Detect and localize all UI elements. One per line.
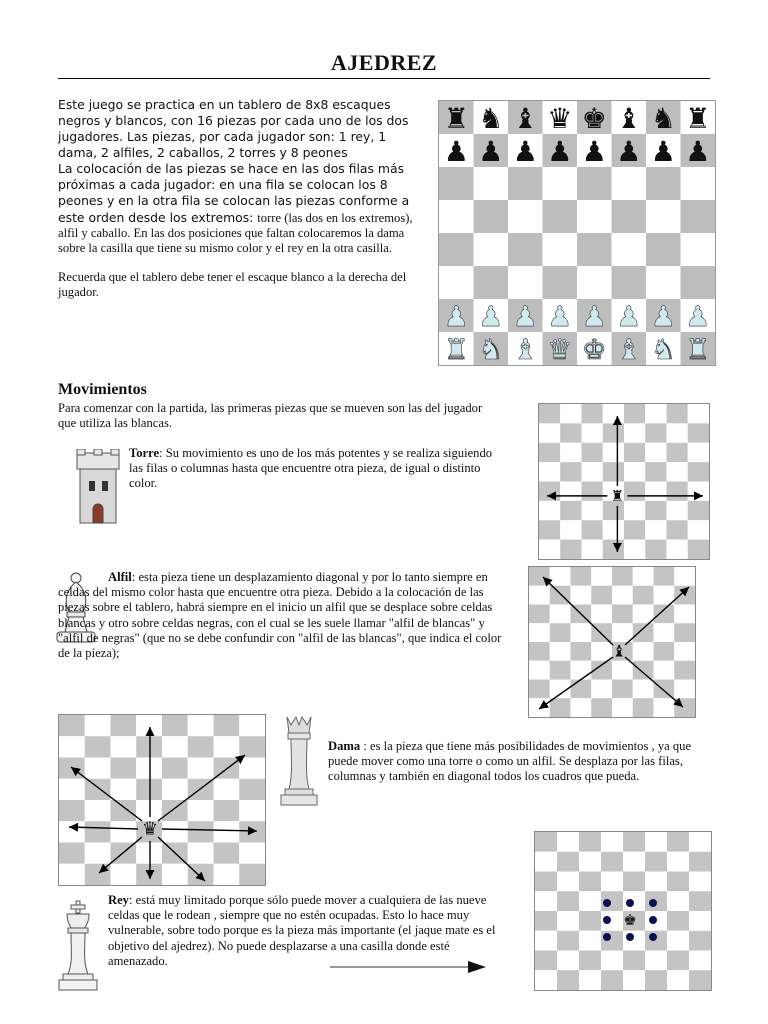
black-pawn-piece: ♟ (478, 135, 504, 168)
queen-piece: ♛ (141, 818, 159, 840)
white-pawn-piece: ♟ (512, 300, 538, 333)
black-rook-piece: ♜ (685, 102, 711, 135)
queen-moves-board (58, 714, 266, 886)
white-rook-piece: ♜ (685, 333, 711, 365)
king-move-dot (649, 933, 657, 941)
black-pawn-piece: ♟ (650, 135, 676, 168)
page-title: AJEDREZ (330, 50, 438, 75)
torre-name: Torre (129, 446, 160, 460)
white-pawn-piece: ♟ (547, 300, 573, 333)
dama-description: Dama : es la pieza que tiene más posibilidades de movimientos , ya que puede mover como una torre o como un alfil. Se desplaza por las filas, columnas y también en diagonal todos los cuadros que pueda. (328, 739, 692, 784)
black-pawn-piece: ♟ (581, 135, 607, 168)
white-bishop-piece: ♝ (616, 333, 642, 365)
dama-name: Dama (328, 739, 361, 753)
title-underline (58, 78, 710, 79)
black-bishop-piece: ♝ (616, 102, 642, 135)
black-king-piece: ♚ (581, 102, 607, 135)
intro-para-3: Recuerda que el tablero debe tener el escaque blanco a la derecha del jugador. (58, 270, 407, 300)
black-queen-piece: ♛ (547, 102, 573, 135)
white-rook-piece: ♜ (443, 333, 469, 365)
white-pawn-piece: ♟ (650, 300, 676, 333)
king-move-dot (626, 899, 634, 907)
king-move-dot (603, 916, 611, 924)
rey-description: Rey: está muy limitado porque sólo puede mover a cualquiera de las nueve celdas que le rodean , siempre que no estén ocupadas. Esto lo hace muy vulnerable, sobre todo porque es la pieza más importante (el jaque mate es el objetivo del ajedrez). No puede desplazarse a una casilla donde esté amenazado. (108, 893, 496, 968)
right-arrow-icon (328, 960, 488, 979)
intro-para-2 (58, 161, 428, 256)
king-move-dot (603, 899, 611, 907)
alfil-description: Alfil: esta pieza tiene un desplazamiento diagonal y por lo tanto siempre en celdas del mismo color hasta que encuentre otra pieza. Debido a la colocación de las piezas sobre el tablero, habrá siempre en el inicio un alfil que se desplace sobre celdas blancas y otro sobre celdas negras, con el cual se les suele llamar "alfil de blancas" y "alfil de negras" (que no se debe confundir con "alfil de las blancas", que indica el color de la pieza); (58, 570, 502, 661)
intro-para-2-serif: torre (las dos en los extremos), alfil y caballo. En las dos posiciones que faltan colocaremos la dama sobre la casilla que tiene su mismo color y el rey en la otra casilla. (58, 210, 413, 256)
king-move-dot (603, 933, 611, 941)
king-move-dot (626, 933, 634, 941)
section-heading-movimientos: Movimientos (58, 381, 147, 398)
king-moves-board (534, 831, 712, 991)
white-bishop-piece: ♝ (512, 333, 538, 365)
king-move-dot (649, 899, 657, 907)
black-pawn-piece: ♟ (512, 135, 538, 168)
white-queen-piece: ♛ (547, 333, 573, 365)
white-pawn-piece: ♟ (616, 300, 642, 333)
torre-description: Torre: Su movimiento es uno de los más potentes y se realiza siguiendo las filas o columnas hasta que encuentre otra pieza, de igual o distinto color. (129, 446, 493, 491)
king-piece-icon (55, 900, 101, 997)
black-bishop-piece: ♝ (512, 102, 538, 135)
white-pawn-piece: ♟ (478, 300, 504, 333)
black-pawn-piece: ♟ (685, 135, 711, 168)
bishop-piece: ♝ (611, 641, 627, 661)
alfil-name: Alfil (108, 570, 132, 584)
king-piece: ♚ (623, 911, 637, 929)
movimientos-intro: Para comenzar con la partida, las primeras piezas que se mueven son las del jugador que utiliza las blancas. (58, 401, 483, 431)
black-rook-piece: ♜ (443, 102, 469, 135)
queen-piece-icon (277, 715, 321, 814)
white-pawn-piece: ♟ (443, 300, 469, 333)
black-pawn-piece: ♟ (616, 135, 642, 168)
white-knight-piece: ♞ (650, 333, 676, 365)
black-pawn-piece: ♟ (443, 135, 469, 168)
white-pawn-piece: ♟ (581, 300, 607, 333)
rook-piece: ♜ (610, 486, 625, 505)
white-king-piece: ♚ (581, 333, 607, 365)
white-pawn-piece: ♟ (685, 300, 711, 333)
rey-name: Rey (108, 893, 129, 907)
black-pawn-piece: ♟ (547, 135, 573, 168)
rook-moves-board (538, 403, 710, 560)
black-knight-piece: ♞ (650, 102, 676, 135)
rook-castle-icon (72, 449, 124, 530)
intro-text (58, 97, 428, 301)
intro-para-1: Este juego se practica en un tablero de 8x8 escaques negros y blancos, con 16 piezas por cada uno de los dos jugadores. Las piezas, por cada jugador son: 1 rey, 1 dama, 2 alfiles, 2 caballos, 2 torres y 8 peones (58, 97, 409, 160)
bishop-moves-board (528, 566, 696, 718)
initial-position-board (438, 100, 716, 366)
white-knight-piece: ♞ (478, 333, 504, 365)
intro-para-2-sans: La colocación de las piezas se hace en las dos filas más próximas a cada jugador: en una fila se colocan los 8 peones y en la otra fila se colocan las piezas conforme a este orden desde los extremos: (58, 161, 410, 225)
king-move-dot (649, 916, 657, 924)
black-knight-piece: ♞ (478, 102, 504, 135)
